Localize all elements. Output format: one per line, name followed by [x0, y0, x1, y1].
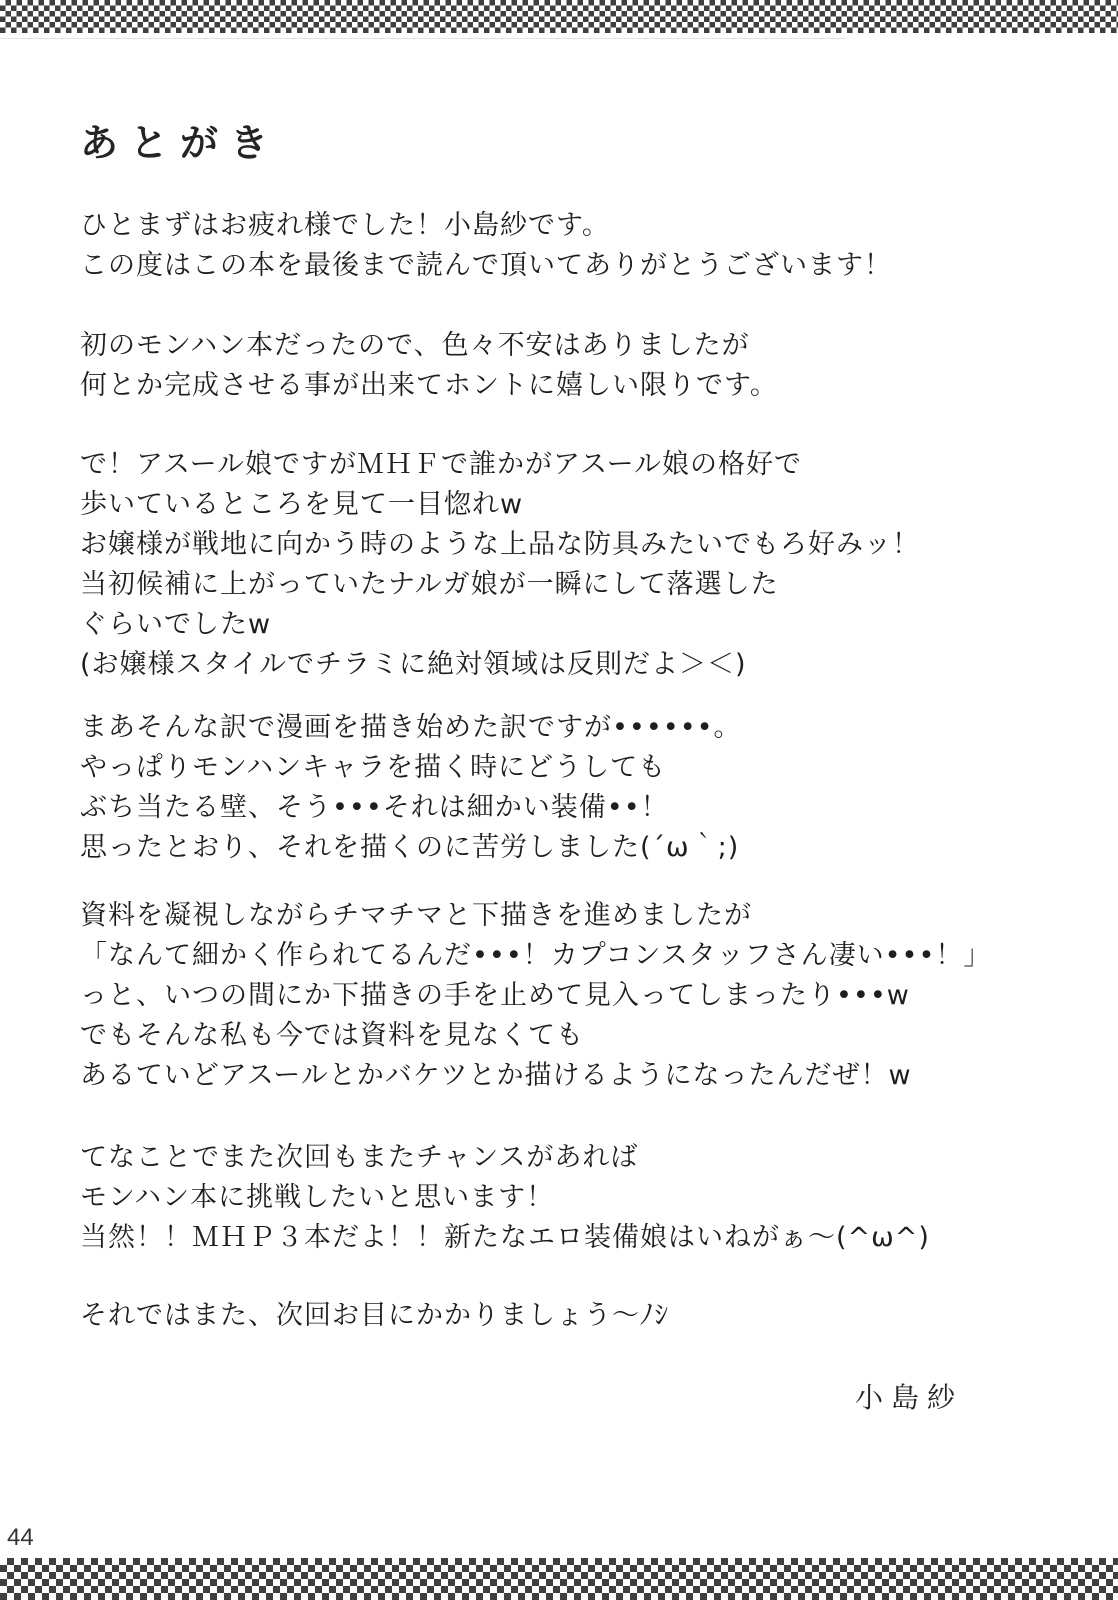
- text-line: 当初候補に上がっていたナルガ娘が一瞬にして落選した: [80, 569, 779, 600]
- paragraph-6: [80, 1138, 930, 1258]
- text-line: ぐらいでしたw: [80, 609, 272, 640]
- text-line: ひとまずはお疲れ様でした！小島紗です。: [80, 210, 610, 241]
- paragraph-1: [80, 206, 892, 286]
- text-line: それではまた、次回お目にかかりましょう～ﾉｼ: [80, 1300, 669, 1331]
- text-line: 思ったとおり、それを描くのに苦労しました(´ω｀;): [80, 832, 740, 863]
- paragraph-3: [80, 445, 920, 685]
- text-line: ぶち当たる壁、そう•••それは細かい装備••！: [80, 792, 669, 823]
- text-line: で！アスール娘ですがＭＨＦで誰かがアスール娘の格好で: [80, 449, 803, 480]
- text-line: (お嬢様スタイルでチラミに絶対領域は反則だよ＞＜): [80, 649, 747, 680]
- text-line: まあそんな訳で漫画を描き始めた訳ですが••••••。: [80, 712, 742, 743]
- top-checker-border: [0, 0, 1118, 33]
- scan-artifact-line: [0, 38, 846, 39]
- paragraph-5: [80, 896, 991, 1096]
- text-line: あるていどアスールとかバケツとか描けるようになったんだぜ！w: [80, 1060, 912, 1091]
- paragraph-2: [80, 326, 778, 406]
- author-signature: 小島紗: [855, 1381, 964, 1414]
- text-line: 資料を凝視しながらチマチマと下描きを進めましたが: [80, 900, 752, 931]
- page-title: あとがき: [80, 121, 281, 165]
- text-line: お嬢様が戦地に向かう時のような上品な防具みたいでもろ好みッ！: [80, 529, 920, 560]
- text-line: 「なんて細かく作られてるんだ•••！カプコンスタッフさん凄い•••！」: [80, 940, 992, 971]
- text-line: この度はこの本を最後まで読んで頂いてありがとうございます！: [80, 250, 892, 281]
- paragraph-7: [80, 1296, 669, 1336]
- text-line: 何とか完成させる事が出来てホントに嬉しい限りです。: [80, 370, 778, 401]
- paragraph-4: [80, 708, 742, 868]
- page-number: 44: [7, 1524, 34, 1551]
- text-line: モンハン本に挑戦したいと思います！: [80, 1182, 555, 1213]
- text-line: やっぱりモンハンキャラを描く時にどうしても: [80, 752, 667, 783]
- text-line: 初のモンハン本だったので、色々不安はありましたが: [80, 330, 750, 361]
- text-line: 当然！！ＭＨＰ３本だよ！！新たなエロ装備娘はいねがぁ～(^ω^): [80, 1222, 930, 1253]
- text-line: てなことでまた次回もまたチャンスがあれば: [80, 1142, 639, 1173]
- text-line: 歩いているところを見て一目惚れw: [80, 489, 524, 520]
- bottom-checker-border: [0, 1558, 1118, 1600]
- text-line: でもそんな私も今では資料を見なくても: [80, 1020, 584, 1051]
- text-line: っと、いつの間にか下描きの手を止めて見入ってしまったり•••w: [80, 980, 910, 1011]
